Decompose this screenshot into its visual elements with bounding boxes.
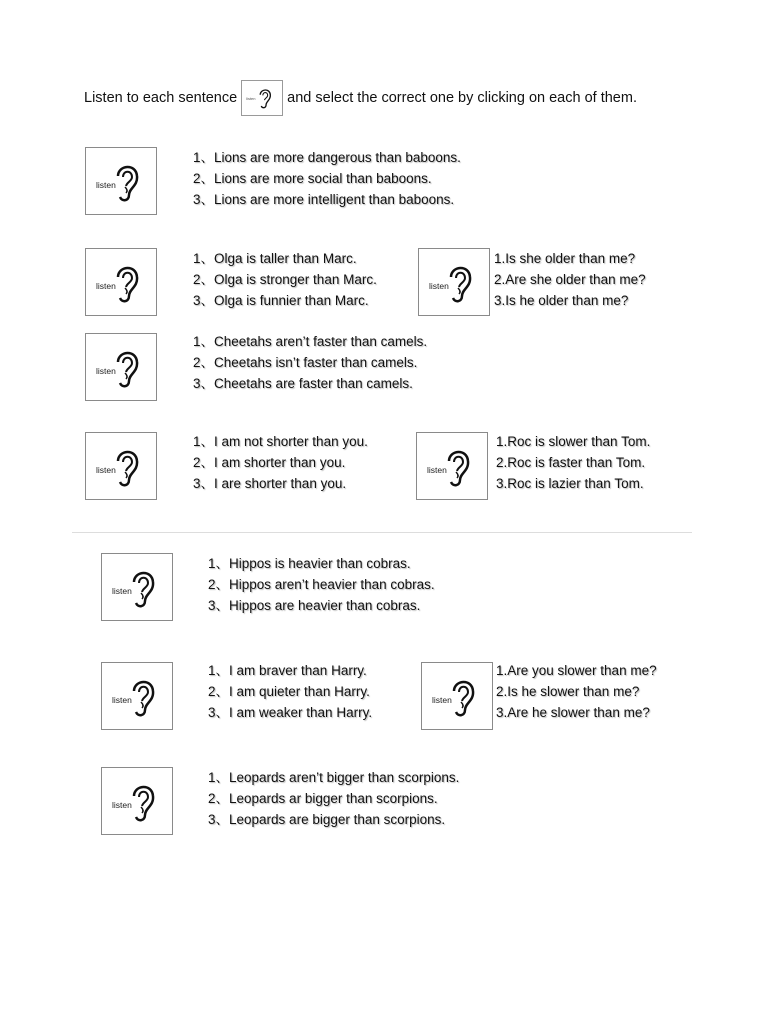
option-number: 3. (494, 293, 506, 308)
listen-button[interactable] (101, 662, 173, 730)
option-number: 3、 (193, 476, 215, 491)
option-text: Roc is lazier than Tom. (507, 476, 644, 491)
option-number: 2、 (208, 577, 230, 592)
ear-icon (128, 780, 158, 824)
option-number: 2. (496, 684, 508, 699)
ear-icon (445, 261, 475, 305)
listen-button[interactable] (85, 147, 157, 215)
listen-button[interactable] (101, 553, 173, 621)
answer-option[interactable] (193, 147, 461, 168)
ear-icon (112, 445, 142, 489)
ear-icon (257, 86, 273, 110)
answer-option[interactable] (193, 189, 461, 210)
answer-option[interactable] (193, 352, 427, 373)
option-text: Is she older than me? (505, 251, 636, 266)
option-number: 3. (496, 476, 508, 491)
option-number: 3、 (208, 705, 230, 720)
ear-icon (112, 160, 142, 204)
listen-label: listen (112, 695, 132, 705)
option-text: Olga is stronger than Marc. (214, 272, 377, 287)
option-text: I am braver than Harry. (229, 663, 367, 678)
option-number: 1、 (208, 663, 230, 678)
answer-option[interactable] (193, 168, 461, 189)
answer-option[interactable] (496, 702, 657, 723)
answer-option[interactable] (494, 269, 646, 290)
ear-icon (448, 675, 478, 719)
option-number: 1、 (208, 770, 230, 785)
option-text: Leopards are bigger than scorpions. (229, 812, 446, 827)
listen-label: listen (96, 366, 116, 376)
option-number: 2、 (193, 455, 215, 470)
answer-option[interactable] (494, 290, 646, 311)
option-number: 2、 (193, 272, 215, 287)
option-text: Cheetahs aren’t faster than camels. (214, 334, 428, 349)
option-number: 3、 (208, 812, 230, 827)
answer-option[interactable] (208, 702, 372, 723)
answer-options (496, 431, 650, 494)
section-divider (72, 532, 692, 533)
option-number: 3、 (193, 376, 215, 391)
listen-label: listen (429, 281, 449, 291)
option-number: 1、 (208, 556, 230, 571)
answer-option[interactable] (208, 767, 459, 788)
option-number: 3、 (193, 192, 215, 207)
instruction-text-before: Listen to each sentence (84, 90, 238, 106)
answer-option[interactable] (193, 431, 368, 452)
option-text: I am shorter than you. (214, 455, 346, 470)
answer-option[interactable] (193, 290, 377, 311)
option-text: Hippos are heavier than cobras. (229, 598, 421, 613)
option-number: 2、 (208, 791, 230, 806)
answer-option[interactable] (496, 660, 657, 681)
answer-option[interactable] (193, 331, 427, 352)
answer-option[interactable] (193, 473, 368, 494)
option-text: Leopards ar bigger than scorpions. (229, 791, 438, 806)
answer-options (193, 431, 368, 494)
answer-option[interactable] (208, 660, 372, 681)
listen-label: listen (432, 695, 452, 705)
ear-icon (128, 566, 158, 610)
answer-options (208, 660, 372, 723)
answer-options (193, 147, 461, 210)
answer-options (193, 248, 377, 311)
option-text: Leopards aren’t bigger than scorpions. (229, 770, 460, 785)
answer-option[interactable] (193, 248, 377, 269)
answer-option[interactable] (496, 681, 657, 702)
option-number: 3、 (208, 598, 230, 613)
listen-button[interactable] (85, 432, 157, 500)
option-text: I am not shorter than you. (214, 434, 368, 449)
answer-option[interactable] (208, 574, 435, 595)
listen-button[interactable] (421, 662, 493, 730)
answer-options (494, 248, 646, 311)
answer-option[interactable] (496, 452, 650, 473)
option-text: Lions are more dangerous than baboons. (214, 150, 461, 165)
option-text: Roc is slower than Tom. (507, 434, 651, 449)
option-text: Lions are more intelligent than baboons. (214, 192, 455, 207)
answer-option[interactable] (193, 373, 427, 394)
listen-label: listen (112, 586, 132, 596)
option-text: Is he slower than me? (507, 684, 640, 699)
option-text: Cheetahs are faster than camels. (214, 376, 413, 391)
option-number: 1. (496, 434, 508, 449)
option-text: I am quieter than Harry. (229, 684, 370, 699)
option-text: I are shorter than you. (214, 476, 347, 491)
option-number: 3、 (193, 293, 215, 308)
instruction-ear-icon: listen (241, 80, 283, 116)
answer-option[interactable] (193, 452, 368, 473)
answer-option[interactable] (496, 473, 650, 494)
option-number: 1、 (193, 334, 215, 349)
answer-option[interactable] (494, 248, 646, 269)
option-number: 2. (494, 272, 506, 287)
ear-icon (112, 346, 142, 390)
option-number: 2、 (208, 684, 230, 699)
option-number: 1、 (193, 251, 215, 266)
instruction-line (84, 80, 637, 116)
answer-options (208, 767, 459, 830)
listen-button[interactable] (85, 248, 157, 316)
listen-label: listen (112, 800, 132, 810)
option-text: Are you slower than me? (507, 663, 657, 678)
answer-option[interactable] (496, 431, 650, 452)
instruction-text-after: and select the correct one by clicking on each of them. (287, 90, 637, 106)
option-text: Olga is funnier than Marc. (214, 293, 369, 308)
option-text: Hippos is heavier than cobras. (229, 556, 411, 571)
answer-option[interactable] (193, 269, 377, 290)
listen-button[interactable] (85, 333, 157, 401)
listen-label: listen (96, 281, 116, 291)
answer-option[interactable] (208, 788, 459, 809)
answer-option[interactable] (208, 595, 435, 616)
listen-label: listen (96, 465, 116, 475)
listen-button[interactable] (101, 767, 173, 835)
option-number: 1. (494, 251, 506, 266)
option-text: Olga is taller than Marc. (214, 251, 357, 266)
option-number: 2、 (193, 355, 215, 370)
option-text: Lions are more social than baboons. (214, 171, 432, 186)
option-text: I am weaker than Harry. (229, 705, 373, 720)
answer-option[interactable] (208, 553, 435, 574)
option-number: 1. (496, 663, 508, 678)
listen-label: listen (427, 465, 447, 475)
option-text: Are she older than me? (505, 272, 646, 287)
option-text: Cheetahs isn’t faster than camels. (214, 355, 418, 370)
answer-options (208, 553, 435, 616)
answer-option[interactable] (208, 681, 372, 702)
option-text: Roc is faster than Tom. (507, 455, 646, 470)
ear-icon (443, 445, 473, 489)
answer-option[interactable] (208, 809, 459, 830)
option-text: Hippos aren’t heavier than cobras. (229, 577, 435, 592)
option-number: 1、 (193, 150, 215, 165)
listen-button[interactable] (418, 248, 490, 316)
ear-icon (112, 261, 142, 305)
answer-options (193, 331, 427, 394)
option-number: 2、 (193, 171, 215, 186)
option-text: Is he older than me? (505, 293, 629, 308)
listen-button[interactable] (416, 432, 488, 500)
ear-icon (128, 675, 158, 719)
option-number: 3. (496, 705, 508, 720)
answer-options (496, 660, 657, 723)
option-number: 1、 (193, 434, 215, 449)
listen-label: listen (96, 180, 116, 190)
option-number: 2. (496, 455, 508, 470)
option-text: Are he slower than me? (507, 705, 650, 720)
